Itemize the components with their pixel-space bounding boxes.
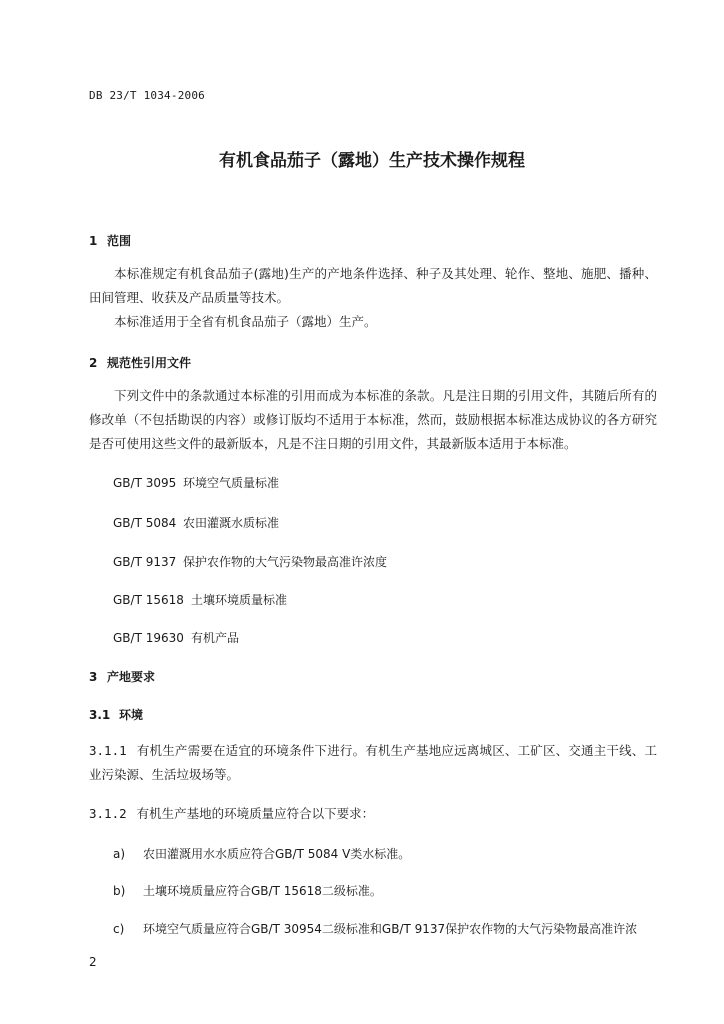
section-title: 规范性引用文件 xyxy=(107,356,192,370)
section-3-1-2-paragraph xyxy=(89,804,374,822)
reference-item xyxy=(113,514,279,531)
section-3-heading xyxy=(89,668,155,685)
reference-item xyxy=(113,629,239,646)
section-title: 产地要求 xyxy=(107,670,156,684)
section-title: 范围 xyxy=(107,234,132,248)
item-text: 土壤环境质量应符合GB/T 15618二级标准。 xyxy=(143,884,382,898)
section-3-1-1-paragraph xyxy=(89,739,657,787)
requirement-item xyxy=(113,845,410,862)
reference-code: GB/T 5084 xyxy=(113,516,177,530)
section-1-heading xyxy=(89,232,131,249)
clause-number: 3.1.2 xyxy=(89,806,127,821)
section-2-paragraph-1: 下列文件中的条款通过本标准的引用而成为本标准的条款。凡是注日期的引用文件，其随后所有的修改单（不包括勘误的内容）或修订版均不适用于本标准，然而，鼓励根据本标准达成协议的各方研究是否可使用这些文件的最新版本，凡是不注日期的引用文件，其最新版本适用于本标准。 xyxy=(89,388,657,451)
section-number: 3.1 xyxy=(89,708,111,722)
clause-number: 3.1.1 xyxy=(89,743,127,758)
reference-code: GB/T 9137 xyxy=(113,555,177,569)
page-number: 2 xyxy=(89,955,97,969)
document-title: 有机食品茄子（露地）生产技术操作规程 xyxy=(219,151,525,171)
section-1-paragraph-1: 本标准规定有机食品茄子(露地)生产的产地条件选择、种子及其处理、轮作、整地、施肥、播种、田间管理、收获及产品质量等技术。 xyxy=(89,266,657,305)
reference-code: GB/T 3095 xyxy=(113,476,177,490)
standard-code: DB 23/T 1034-2006 xyxy=(89,89,205,102)
reference-item xyxy=(113,474,279,491)
item-marker: c) xyxy=(113,922,125,936)
section-title: 环境 xyxy=(119,708,144,722)
clause-text: 有机生产需要在适宜的环境条件下进行。有机生产基地应远离城区、工矿区、交通主干线、工业污染源、生活垃圾场等。 xyxy=(89,743,657,782)
reference-code: GB/T 15618 xyxy=(113,593,184,607)
section-1-paragraph-2: 本标准适用于全省有机食品茄子（露地）生产。 xyxy=(114,314,377,329)
item-text: 环境空气质量应符合GB/T 30954二级标准和GB/T 9137保护农作物的大气污染物最高准许浓 xyxy=(143,922,638,936)
reference-name: 有机产品 xyxy=(191,631,240,645)
reference-item xyxy=(113,553,387,570)
reference-item xyxy=(113,591,287,608)
reference-name: 保护农作物的大气污染物最高准许浓度 xyxy=(183,555,388,569)
section-number: 2 xyxy=(89,356,98,370)
reference-code: GB/T 19630 xyxy=(113,631,184,645)
section-3-1-heading xyxy=(89,706,143,723)
section-number: 1 xyxy=(89,234,98,248)
clause-text: 有机生产基地的环境质量应符合以下要求： xyxy=(136,806,375,821)
reference-name: 农田灌溉水质标准 xyxy=(183,516,280,530)
item-text: 农田灌溉用水水质应符合GB/T 5084 V类水标准。 xyxy=(143,847,411,861)
section-2-heading xyxy=(89,354,191,371)
reference-name: 土壤环境质量标准 xyxy=(191,593,288,607)
reference-name: 环境空气质量标准 xyxy=(183,476,280,490)
item-marker: b) xyxy=(113,884,126,898)
requirement-item xyxy=(113,882,382,899)
requirement-item xyxy=(113,920,637,937)
item-marker: a) xyxy=(113,847,126,861)
section-number: 3 xyxy=(89,670,98,684)
